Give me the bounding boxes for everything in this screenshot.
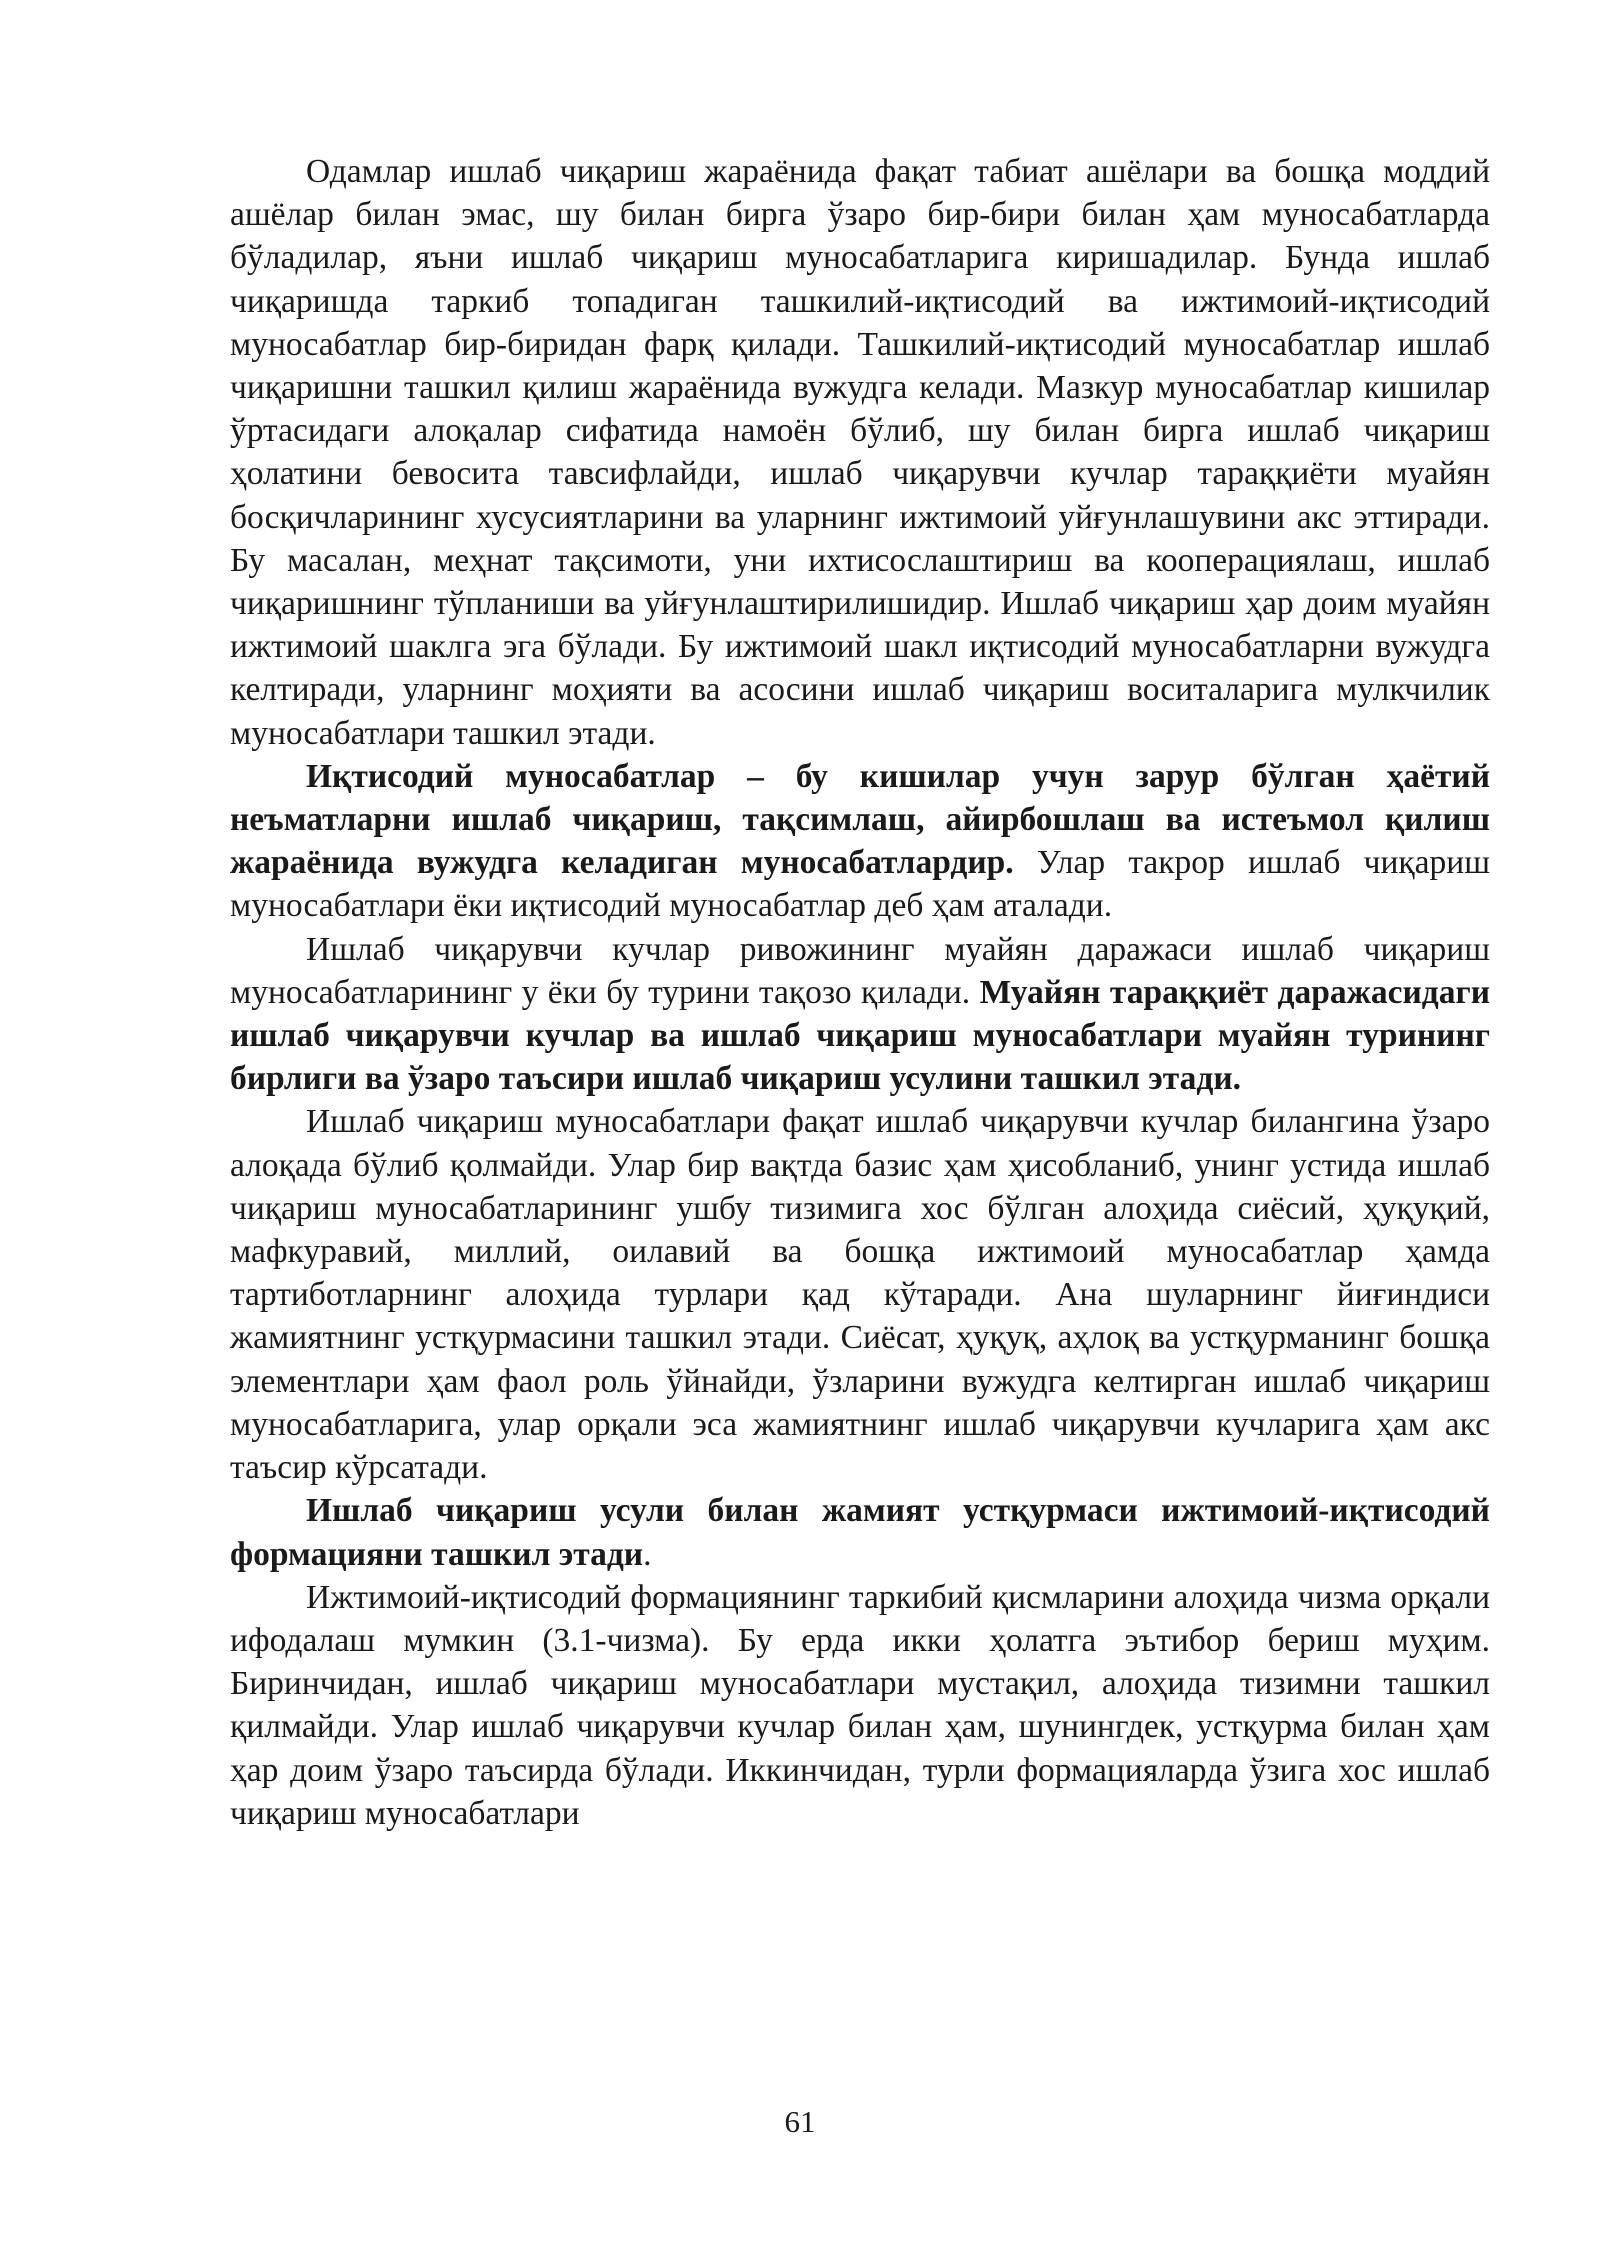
paragraph-3-definition: Муайян тараққиёт даражасидаги ишлаб чиқарувчи кучлар ва ишлаб чиқариш муносабатлари муайян турининг бирлиги ва ўзаро таъсири ишлаб чиқариш усулини ташкил этади.: [230, 973, 1490, 1098]
paragraph-6: [230, 1576, 1490, 1835]
page-body: [230, 150, 1490, 1835]
paragraph-2-text: Улар такрор ишлаб чиқариш муносабатлари ёки иқтисодий муносабатлар деб ҳам аталади.: [230, 844, 1491, 925]
paragraph-3-text: Ишлаб чиқарувчи кучлар ривожининг муайян даражаси ишлаб чиқариш муносабатларининг у ёки бу турини тақозо қилади.: [230, 930, 1490, 1011]
paragraph-1: [230, 150, 1490, 755]
paragraph-6-text: Ижтимоий-иқтисодий формациянинг таркибий қисмларини алоҳида чизма орқали ифодалаш мумкин (3.1-чизма). Бу ерда икки ҳолатга эътибор бериш муҳим. Биринчидан, ишлаб чиқариш муносабатлари мустақил, алоҳида тизимни ташкил қилмайди. Улар ишлаб чиқарувчи кучлар билан ҳам, шунингдек, устқурма билан ҳам ҳар доим ўзаро таъсирда бўлади. Иккинчидан, турли формацияларда ўзига хос ишлаб чиқариш муносабатлари: [230, 1578, 1490, 1832]
paragraph-5-period: .: [643, 1535, 652, 1573]
paragraph-2-definition: Иқтисодий муносабатлар – бу кишилар учун зарур бўлган ҳаётий неъматларни ишлаб чиқариш, тақсимлаш, айирбошлаш ва истеъмол қилиш жараёнида вужудга келадиган муносабатлардир.: [230, 757, 1490, 882]
paragraph-5-definition: Ишлаб чиқариш усули билан жамият устқурмаси ижтимоий-иқтисодий формацияни ташкил этади: [230, 1492, 1490, 1573]
paragraph-4: [230, 1100, 1490, 1489]
paragraph-4-text: Ишлаб чиқариш муносабатлари фақат ишлаб чиқарувчи кучлар билангина ўзаро алоқада бўлиб қолмайди. Улар бир вақтда базис ҳам ҳисобланиб, унинг устида ишлаб чиқариш муносабатларининг ушбу тизимига хос бўлган алоҳида сиёсий, ҳуқуқий, мафкуравий, миллий, оилавий ва бошқа ижтимоий муносабатлар ҳамда тартиботларнинг алоҳида турлари қад кўтаради. Ана шуларнинг йиғиндиси жамиятнинг устқурмасини ташкил этади. Сиёсат, ҳуқуқ, аҳлоқ ва устқурманинг бошқа элементлари ҳам фаол роль ўйнайди, ўзларини вужудга келтирган ишлаб чиқариш муносабатларига, улар орқали эса жамиятнинг ишлаб чиқарувчи кучларига ҳам акс таъсир кўрсатади.: [230, 1103, 1490, 1487]
page-number: 61: [784, 2104, 816, 2139]
paragraph-1-text: Одамлар ишлаб чиқариш жараёнида фақат табиат ашёлари ва бошқа моддий ашёлар билан эмас, шу билан бирга ўзаро бир-бири билан ҳам муносабатларда бўладилар, яъни ишлаб чиқариш муносабатларига киришадилар. Бунда ишлаб чиқаришда таркиб топадиган ташкилий-иқтисодий ва ижтимоий-иқтисодий муносабатлар бир-биридан фарқ қилади. Ташкилий-иқтисодий муносабатлар ишлаб чиқаришни ташкил қилиш жараёнида вужудга келади. Мазкур муносабатлар кишилар ўртасидаги алоқалар сифатида намоён бўлиб, шу билан бирга ишлаб чиқариш ҳолатини бевосита тавсифлайди, ишлаб чиқарувчи кучлар тараққиёти муайян босқичларининг хусусиятларини ва уларнинг ижтимоий уйғунлашувини акс эттиради. Бу масалан, меҳнат тақсимоти, уни ихтисослаштириш ва кооперациялаш, ишлаб чиқаришнинг тўпланиши ва уйғунлаштирилишидир. Ишлаб чиқариш ҳар доим муайян ижтимоий шаклга эга бўлади. Бу ижтимоий шакл иқтисодий муносабатларни вужудга келтиради, уларнинг моҳияти ва асосини ишлаб чиқариш воситаларига мулкчилик муносабатлари ташкил этади.: [230, 153, 1490, 752]
paragraph-3: [230, 928, 1490, 1101]
paragraph-5: [230, 1489, 1490, 1575]
paragraph-2: [230, 755, 1490, 928]
